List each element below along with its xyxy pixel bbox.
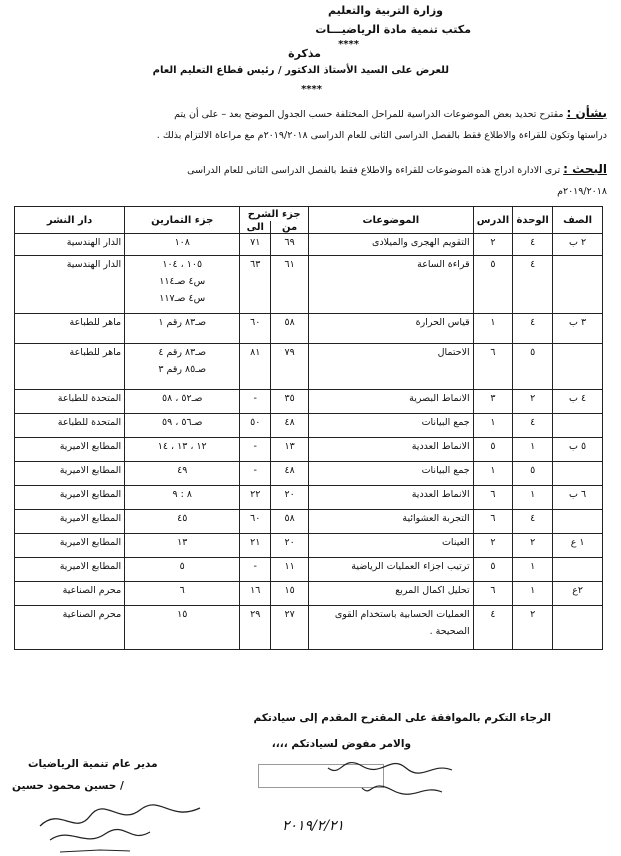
cell-from (271, 438, 309, 462)
memo-title: مذكرة (288, 47, 321, 60)
cell-grade (553, 390, 603, 414)
signature-title: مدير عام تنمية الرياضيات (28, 758, 158, 770)
cell-to-text: - (253, 393, 257, 404)
cell-lesson-text: ٥ (490, 561, 496, 572)
table-row (15, 256, 603, 314)
cell-lesson (473, 558, 513, 582)
cell-exercises (125, 314, 240, 344)
cell-lesson (473, 438, 513, 462)
cell-lesson-text: ٦ (490, 513, 496, 524)
cell-unit (513, 582, 553, 606)
cell-from (271, 390, 309, 414)
header-topics: الموضوعات (308, 207, 473, 234)
cell-grade-text (556, 414, 599, 431)
cell-topic-text: جمع البيانات (421, 417, 470, 428)
cell-to (240, 390, 271, 414)
cell-publisher (15, 558, 125, 582)
subject-line-1 (174, 106, 607, 120)
cell-from (271, 606, 309, 650)
cell-publisher (15, 462, 125, 486)
cell-topic-text: التجربة العشوائية (402, 513, 470, 524)
header-to: الى (240, 221, 271, 234)
table-row (15, 606, 603, 650)
cell-publisher (15, 414, 125, 438)
cell-unit-text: ٤ (530, 237, 536, 248)
cell-publisher (15, 256, 125, 314)
cell-lesson-text: ٣ (490, 393, 496, 404)
cell-unit-text: ١ (530, 585, 536, 596)
cell-from-text: ٦١ (284, 259, 295, 270)
cell-to (240, 314, 271, 344)
cell-publisher (15, 534, 125, 558)
cell-publisher-text: المطابع الاميرية (59, 513, 122, 524)
exercise-ref: صـ٨٣ رقم ١ (158, 317, 207, 328)
header-unit: الوحدة (513, 207, 553, 234)
exercise-ref: صـ٨٥ رقم ٣ (158, 364, 207, 375)
cell-to-text: ٢٩ (250, 609, 261, 620)
cell-publisher-text: ماهر للطباعة (69, 347, 122, 358)
cell-from-text: ٢٠ (284, 489, 295, 500)
header-lesson: الدرس (473, 207, 513, 234)
table-row (15, 438, 603, 462)
cell-topic-text: جمع البيانات (421, 465, 470, 476)
cell-from-text: ٥٨ (284, 513, 295, 524)
cell-to-text: ٦٣ (250, 259, 261, 270)
cell-exercises (125, 534, 240, 558)
cell-grade (553, 344, 603, 390)
exercise-ref: ١٠٨ (174, 237, 190, 248)
exercise-ref: ٨ : ٩ (172, 489, 192, 500)
cell-publisher (15, 344, 125, 390)
cell-topic (308, 438, 473, 462)
cell-unit (513, 606, 553, 650)
exercise-ref: ٥ (179, 561, 185, 572)
table-header-row (15, 207, 603, 222)
cell-topic-text: تحليل اكمال المربع (395, 585, 470, 596)
cell-publisher-text: المطابع الاميرية (59, 489, 122, 500)
cell-grade-text (556, 344, 599, 361)
cell-unit (513, 462, 553, 486)
cell-grade-text (556, 510, 599, 527)
cell-from-text: ١٥ (284, 585, 295, 596)
cell-lesson-text: ٦ (490, 347, 496, 358)
office-name: مكتب تنمية مادة الرياضيـــات (315, 23, 471, 36)
cell-unit-text: ٤ (530, 317, 536, 328)
cell-from-text: ٥٨ (284, 317, 295, 328)
cell-grade-text: ٢ع (572, 585, 583, 596)
cell-to-text: ٨١ (250, 347, 261, 358)
cell-to-text: ٥٠ (250, 417, 261, 428)
discussion-line-1 (187, 162, 607, 176)
closing-request: الرجاء التكرم بالموافقة على المقترح المقدم إلى سيادتكم (253, 712, 551, 724)
cell-to-text: - (253, 561, 257, 572)
cell-publisher-text: المطابع الاميرية (59, 441, 122, 452)
closing-delegation: والامر مفوض لسيادتكم ،،،، (271, 738, 411, 750)
cell-exercises (125, 234, 240, 256)
cell-exercises (125, 486, 240, 510)
exercise-ref: س٤ صـ١١٤ (159, 276, 206, 287)
header-explanation: جزء الشرح (240, 207, 309, 222)
cell-grade-text: ٢ ب (569, 237, 587, 248)
cell-publisher-text: محرم الصناعية (62, 585, 122, 596)
cell-unit-text: ١ (530, 441, 536, 452)
cell-lesson (473, 534, 513, 558)
cell-topic (308, 606, 473, 650)
cell-unit (513, 344, 553, 390)
cell-from-text: ١٣ (284, 441, 295, 452)
cell-unit (513, 390, 553, 414)
cell-publisher-text: المطابع الاميرية (59, 561, 122, 572)
cell-exercises (125, 606, 240, 650)
cell-exercises (125, 256, 240, 314)
cell-from (271, 234, 309, 256)
header-publisher: دار النشر (15, 207, 125, 234)
cell-grade-text (556, 606, 599, 623)
cell-to-text: ٦٠ (250, 317, 261, 328)
cell-to-text: ٢١ (250, 537, 261, 548)
cell-from (271, 558, 309, 582)
stars-bottom: **** (301, 84, 322, 95)
cell-unit (513, 314, 553, 344)
cell-from (271, 510, 309, 534)
cell-from (271, 582, 309, 606)
cell-grade (553, 558, 603, 582)
cell-grade (553, 510, 603, 534)
cell-topic (308, 390, 473, 414)
cell-to-text: - (253, 465, 257, 476)
cell-lesson-text: ٤ (490, 609, 496, 620)
cell-to-text: - (253, 441, 257, 452)
cell-exercises (125, 414, 240, 438)
cell-grade (553, 462, 603, 486)
cell-from-text: ١١ (284, 561, 295, 572)
topics-table (14, 206, 603, 650)
cell-lesson (473, 606, 513, 650)
exercise-ref: صـ٨٣ رقم ٤ (158, 347, 207, 358)
exercise-ref: صـ٥٢ ، ٥٨ (162, 393, 203, 404)
cell-publisher-text: ماهر للطباعة (69, 317, 122, 328)
cell-grade-text: ٦ ب (569, 489, 587, 500)
cell-publisher-text: الدار الهندسية (66, 237, 122, 248)
cell-unit-text: ١ (530, 489, 536, 500)
cell-lesson (473, 256, 513, 314)
cell-to-text: ٦٠ (250, 513, 261, 524)
cell-topic-text: الاحتمال (437, 347, 470, 358)
cell-lesson (473, 314, 513, 344)
cell-exercises (125, 390, 240, 414)
exercise-ref: ٦ (179, 585, 185, 596)
cell-lesson (473, 390, 513, 414)
table-row (15, 414, 603, 438)
signature-name: / حسين محمود حسين (12, 780, 124, 792)
subject-label: بشأن : (566, 106, 607, 120)
cell-lesson-text: ٢ (490, 537, 496, 548)
cell-grade-text: ٤ ب (569, 393, 587, 404)
cell-unit (513, 234, 553, 256)
cell-lesson (473, 486, 513, 510)
cell-lesson-text: ٦ (490, 489, 496, 500)
stars-top: **** (338, 39, 359, 50)
cell-unit-text: ٥ (530, 465, 536, 476)
cell-unit-text: ٤ (530, 259, 536, 270)
cell-from (271, 534, 309, 558)
cell-grade (553, 534, 603, 558)
cell-publisher-text: المطابع الاميرية (59, 465, 122, 476)
cell-from-text: ٦٩ (284, 237, 295, 248)
cell-unit (513, 510, 553, 534)
cell-publisher (15, 234, 125, 256)
cell-topic-text: العينات (441, 537, 470, 548)
cell-grade-text: ٣ ب (569, 317, 587, 328)
cell-topic (308, 558, 473, 582)
exercise-ref: س٤ صـ١١٧ (159, 293, 206, 304)
cell-publisher (15, 438, 125, 462)
discussion-label: البحث : (563, 162, 607, 176)
table-row (15, 486, 603, 510)
cell-topic (308, 582, 473, 606)
exercise-ref: ٤٥ (177, 513, 188, 524)
table-row (15, 534, 603, 558)
table-row (15, 510, 603, 534)
cell-to (240, 558, 271, 582)
cell-topic (308, 344, 473, 390)
cell-topic-text: التقويم الهجرى والميلادى (372, 237, 470, 248)
cell-exercises (125, 582, 240, 606)
cell-lesson-text: ١ (490, 317, 496, 328)
table-row (15, 390, 603, 414)
cell-grade-text (556, 462, 599, 479)
discussion-text-2: ٢٠١٩/٢٠١٨م (557, 186, 607, 197)
cell-to (240, 582, 271, 606)
cell-lesson-text: ١ (490, 465, 496, 476)
cell-grade (553, 486, 603, 510)
cell-topic (308, 414, 473, 438)
cell-topic (308, 534, 473, 558)
discussion-text-1: ترى الادارة ادراج هذه الموضوعات للقراءة والاطلاع فقط بالفصل الدراسى الثانى للعام الدراسى (187, 165, 561, 176)
table-row (15, 462, 603, 486)
cell-publisher (15, 486, 125, 510)
cell-from-text: ٣٥ (284, 393, 295, 404)
cell-exercises (125, 462, 240, 486)
exercise-ref: ١٥ (177, 609, 188, 620)
cell-topic (308, 256, 473, 314)
cell-topic (308, 234, 473, 256)
cell-grade (553, 582, 603, 606)
cell-lesson-text: ٥ (490, 259, 496, 270)
cell-topic (308, 486, 473, 510)
cell-to (240, 438, 271, 462)
cell-from (271, 462, 309, 486)
cell-to (240, 486, 271, 510)
handwritten-approval (322, 758, 462, 808)
cell-topic-text: الانماط العددية (411, 489, 470, 500)
cell-grade (553, 256, 603, 314)
cell-publisher (15, 606, 125, 650)
cell-unit (513, 414, 553, 438)
cell-grade-text (556, 256, 599, 273)
table-row (15, 314, 603, 344)
cell-publisher-text: المتحدة للطباعة (57, 393, 122, 404)
cell-unit-text: ٥ (530, 347, 536, 358)
cell-grade (553, 438, 603, 462)
cell-from (271, 486, 309, 510)
cell-unit (513, 534, 553, 558)
table-row (15, 234, 603, 256)
table-row (15, 344, 603, 390)
cell-publisher-text: محرم الصناعية (62, 609, 122, 620)
cell-lesson (473, 234, 513, 256)
table-row (15, 582, 603, 606)
cell-topic (308, 510, 473, 534)
exercise-ref: ١٠٥ ، ١٠٤ (162, 259, 203, 270)
cell-unit (513, 558, 553, 582)
cell-from-text: ٤٨ (284, 417, 295, 428)
cell-grade-text (556, 558, 599, 575)
cell-to (240, 510, 271, 534)
cell-grade (553, 234, 603, 256)
cell-lesson (473, 344, 513, 390)
cell-grade-text: ١ ع (570, 537, 585, 548)
cell-publisher (15, 582, 125, 606)
cell-topic (308, 314, 473, 344)
cell-grade-text: ٥ ب (569, 441, 587, 452)
cell-topic-text: الانماط العددية (411, 441, 470, 452)
header-grade: الصف (553, 207, 603, 234)
cell-topic-text: ترتيب اجزاء العمليات الرياضية (351, 561, 470, 572)
handwritten-date: ٢٠١٩/٢/٢١ (282, 818, 345, 834)
cell-to (240, 234, 271, 256)
exercise-ref: ١٢ ، ١٣ ، ١٤ (157, 441, 207, 452)
cell-publisher-text: المطابع الاميرية (59, 537, 122, 548)
table-body (15, 234, 603, 650)
cell-grade (553, 314, 603, 344)
cell-lesson-text: ٢ (490, 237, 496, 248)
cell-to (240, 344, 271, 390)
cell-unit (513, 256, 553, 314)
cell-to (240, 534, 271, 558)
cell-unit-text: ٤ (530, 513, 536, 524)
cell-from (271, 314, 309, 344)
cell-exercises (125, 344, 240, 390)
cell-publisher-text: المتحدة للطباعة (57, 417, 122, 428)
cell-topic-text: العمليات الحسابية باستخدام القوى الصحيحة . (334, 609, 470, 637)
exercise-ref: ١٣ (177, 537, 188, 548)
cell-to (240, 606, 271, 650)
cell-grade (553, 606, 603, 650)
subject-text-1: مقترح تحديد بعض الموضوعات الدراسية للمراحل المختلفة حسب الجدول الموضح بعد – على أن يتم (174, 109, 564, 120)
cell-to (240, 414, 271, 438)
cell-to-text: ١٦ (250, 585, 261, 596)
cell-topic (308, 462, 473, 486)
handwritten-signature-left (30, 796, 210, 856)
cell-lesson-text: ٥ (490, 441, 496, 452)
header-exercises: جزء التمارين (125, 207, 240, 234)
cell-from (271, 414, 309, 438)
cell-to (240, 256, 271, 314)
cell-exercises (125, 558, 240, 582)
cell-publisher (15, 390, 125, 414)
cell-unit-text: ١ (530, 561, 536, 572)
cell-exercises (125, 438, 240, 462)
cell-unit-text: ٤ (530, 417, 536, 428)
cell-topic-text: قياس الحرارة (415, 317, 470, 328)
cell-to-text: ٧١ (250, 237, 261, 248)
cell-from-text: ٢٧ (284, 609, 295, 620)
cell-unit-text: ٢ (530, 393, 536, 404)
cell-from-text: ٢٠ (284, 537, 295, 548)
table-row (15, 558, 603, 582)
cell-lesson-text: ٦ (490, 585, 496, 596)
cell-from-text: ٤٨ (284, 465, 295, 476)
cell-to-text: ٢٢ (250, 489, 261, 500)
cell-lesson (473, 510, 513, 534)
cell-from (271, 256, 309, 314)
cell-lesson-text: ١ (490, 417, 496, 428)
cell-unit (513, 438, 553, 462)
cell-exercises (125, 510, 240, 534)
cell-to (240, 462, 271, 486)
cell-lesson (473, 462, 513, 486)
cell-lesson (473, 414, 513, 438)
cell-grade (553, 414, 603, 438)
cell-publisher-text: الدار الهندسية (66, 259, 122, 270)
cell-from (271, 344, 309, 390)
exercise-ref: صـ٥٦ ، ٥٩ (162, 417, 203, 428)
header-from: من (271, 221, 309, 234)
cell-unit (513, 486, 553, 510)
cell-publisher (15, 314, 125, 344)
cell-topic-text: الانماط البصرية (409, 393, 470, 404)
cell-lesson (473, 582, 513, 606)
subject-text-2: دراستها وتكون للقراءة والاطلاع فقط بالفصل الدراسى الثانى للعام الدراسى ٢٠١٩/٢٠١٨م مع مراعاة الالتزام بذلك . (156, 130, 607, 141)
memo-recipient: للعرض على السيد الأستاذ الدكتور / رئيس قطاع التعليم العام (152, 65, 449, 76)
cell-topic-text: قراءة الساعة (417, 259, 470, 270)
cell-publisher (15, 510, 125, 534)
cell-unit-text: ٢ (530, 537, 536, 548)
cell-unit-text: ٢ (530, 609, 536, 620)
exercise-ref: ٤٩ (177, 465, 188, 476)
cell-from-text: ٧٩ (284, 347, 295, 358)
ministry-name: وزارة التربية والتعليم (328, 4, 443, 17)
